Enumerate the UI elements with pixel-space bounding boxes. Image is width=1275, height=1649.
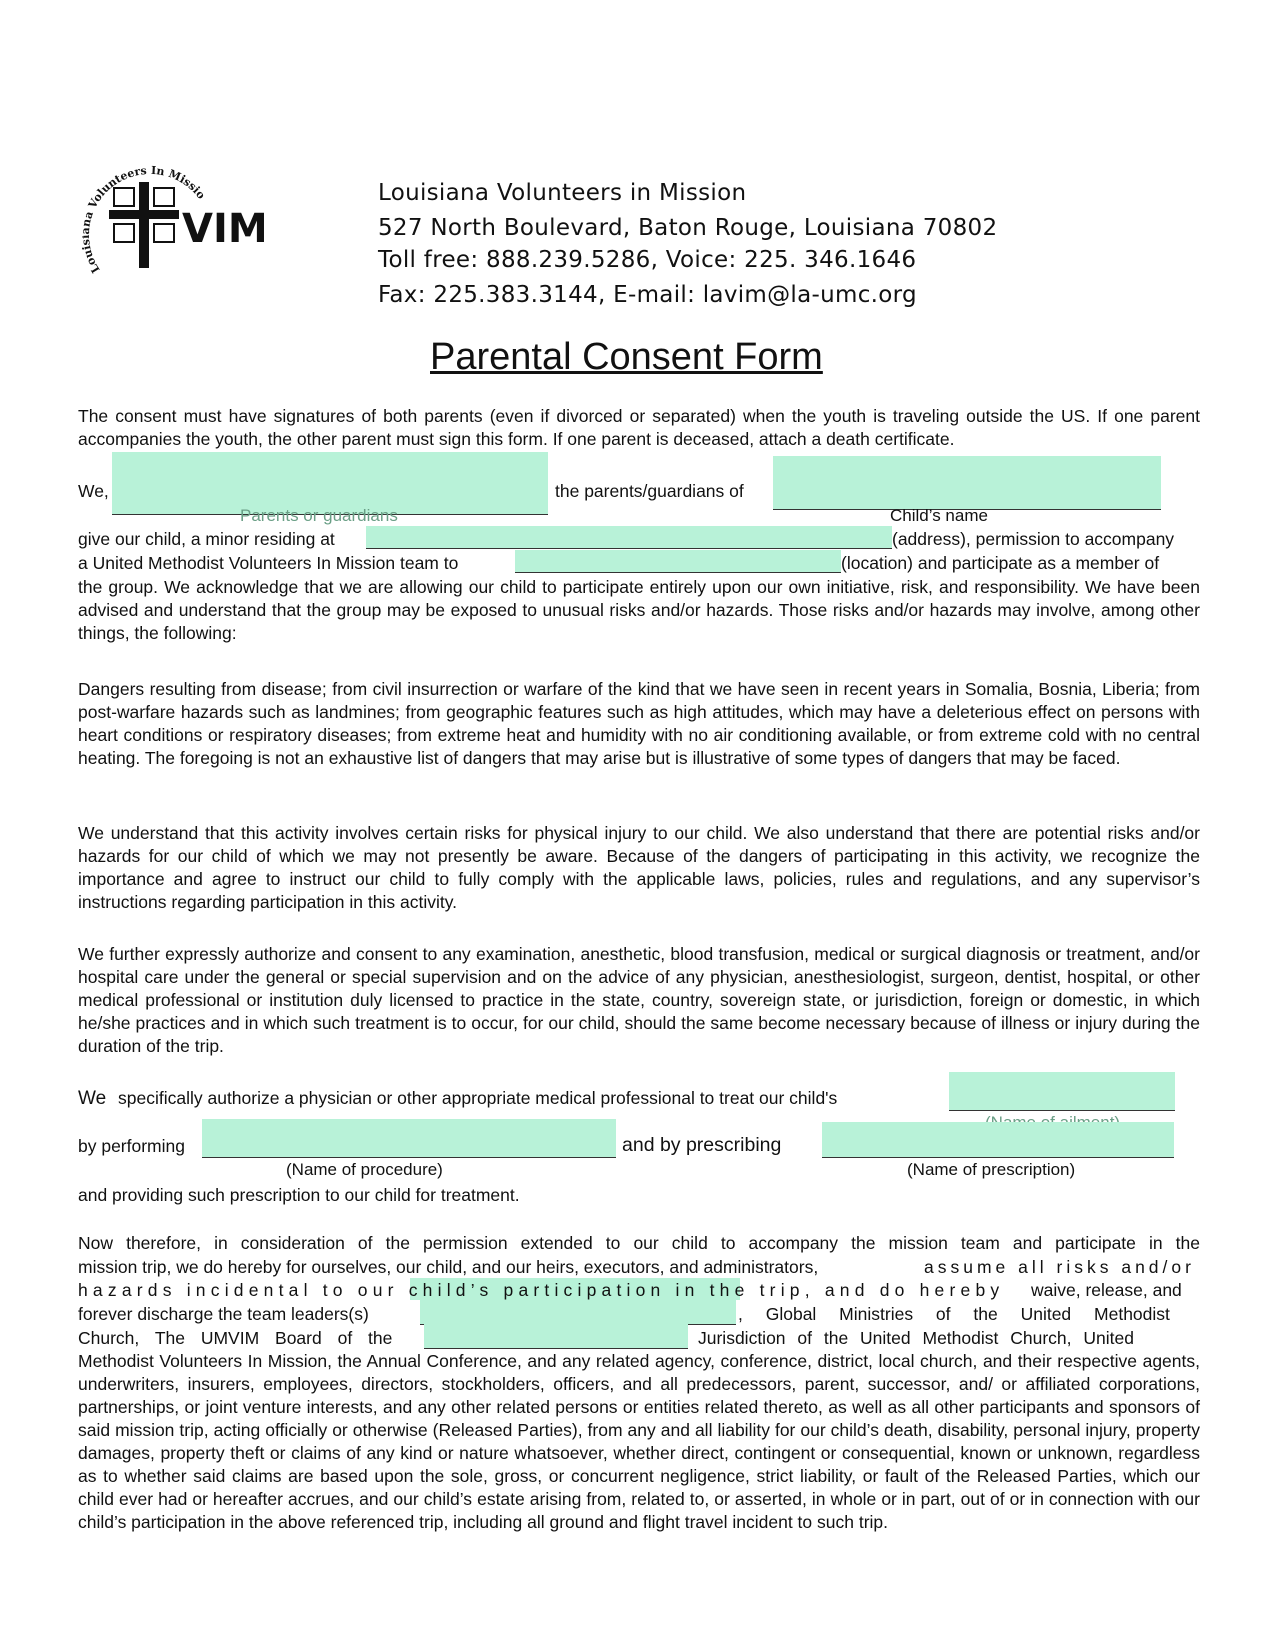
logo-ring-text: Lou a Volunteers In Missio	[82, 163, 208, 276]
team-label: a United Methodist Volunteers In Mission team to	[78, 553, 459, 573]
parents-caption: Parents or guardians	[240, 506, 398, 525]
vim-logo	[82, 160, 272, 280]
release-line-4b: , Global Ministries of the United Methodist	[738, 1304, 1170, 1324]
specific-text: specifically authorize a physician or other appropriate medical professional to treat our child's	[118, 1088, 838, 1108]
by-performing-label: by performing	[78, 1136, 185, 1156]
specific-we: We	[78, 1088, 107, 1109]
ailment-field[interactable]	[949, 1072, 1175, 1111]
team-leaders-field[interactable]	[420, 1300, 736, 1325]
address-suffix: (address), permission to accompany	[892, 529, 1175, 549]
release-line-5a: Church, The UMVIM Board of the	[78, 1328, 393, 1348]
understand-paragraph: We understand that this activity involves certain risks for physical injury to our child. We also understand that there are potential risks and/or hazards for our child of which we may not presently be aware. Because of the dangers of participating in this activity, we recognize the importance and agree to instruct our child to fully comply with the applicable laws, policies, rules and regulations, and any supervisor’s instructions regarding participation in this activity.	[78, 823, 1200, 912]
org-address: 527 North Boulevard, Baton Rouge, Louisiana 70802	[378, 215, 998, 241]
release-line-2a: mission trip, we do hereby for ourselves, our child, and our heirs, executors, and administrators,	[78, 1257, 819, 1277]
parents-of-label: the parents/guardians of	[555, 481, 744, 501]
release-line-2b: assume all risks and/or	[924, 1257, 1195, 1277]
release-line-1: Now therefore, in consideration of the permission extended to our child to accompany the mission team and participate in the	[78, 1233, 1200, 1253]
org-fax-email: Fax: 225.383.3144, E-mail: lavim@la-umc.org	[378, 282, 917, 308]
acknowledge-paragraph: the group. We acknowledge that we are allowing our child to participate entirely upon our own initiative, risk, and responsibility. We have been advised and understand that the group may be exposed to unusual risks and/or hazards. Those risks and/or hazards may involve, among other things, the following:	[78, 577, 1200, 643]
jurisdiction-field[interactable]	[424, 1324, 688, 1349]
address-field[interactable]	[366, 526, 892, 549]
child-caption: Child’s name	[890, 506, 988, 525]
intro-paragraph: The consent must have signatures of both parents (even if divorced or separated) when the youth is traveling outside the US. If one parent accompanies the youth, the other parent must sign this form. If one parent is deceased, attach a death certificate.	[78, 406, 1200, 449]
logo-graphic	[82, 160, 272, 280]
release-line-3a: hazards incidental to our child’s participation in the trip, and do hereby	[78, 1280, 1005, 1300]
release-line-5b: Jurisdiction of the United Methodist Church, United	[698, 1328, 1134, 1348]
procedure-field[interactable]	[202, 1119, 616, 1158]
prescription-field[interactable]	[822, 1122, 1174, 1158]
providing-text: and providing such prescription to our child for treatment.	[78, 1185, 520, 1205]
prescription-caption: (Name of prescription)	[907, 1160, 1076, 1179]
location-suffix: (location) and participate as a member of	[841, 553, 1160, 573]
release-line-3b: waive, release, and	[1031, 1280, 1182, 1300]
org-phones: Toll free: 888.239.5286, Voice: 225. 346.1646	[378, 247, 917, 273]
release-paragraph-rest: Methodist Volunteers In Mission, the Annual Conference, and any related agency, conference, district, local church, and their respective agents, underwriters, insurers, employees, directors, stockholders, officers, and all predecessors, parent, successor, and/ or affiliated corporations, partnerships, or joint venture interests, and any other related persons or entities related thereto, as well as all other participants and sponsors of said mission trip, acting officially or otherwise (Released Parties), from any and all liability for our child’s death, disability, personal injury, property damages, property theft or claims of any kind or nature whatsoever, whether direct, contingent or consequential, known or unknown, regardless as to whether said claims are based upon the sole, gross, or concurrent negligence, strict liability, or fault of the Released Parties, which our child ever had or hereafter accrues, and our child’s estate arising from, related to, or asserted, in whole or in part, out of or in connection with our child’s participation in the above referenced trip, including all ground and flight travel incident to such trip.	[78, 1351, 1200, 1532]
org-name: Louisiana Volunteers in Mission	[378, 180, 747, 206]
by-prescribing-label: and by prescribing	[622, 1134, 782, 1156]
child-name-field[interactable]	[773, 456, 1161, 510]
page-title: Parental Consent Form	[430, 336, 823, 378]
release-line-4a: forever discharge the team leaders(s)	[78, 1304, 369, 1324]
authorize-paragraph: We further expressly authorize and consent to any examination, anesthetic, blood transfusion, medical or surgical diagnosis or treatment, and/or hospital care under the general or special supervision and on the advice of any physician, anesthesiologist, surgeon, dentist, hospital, or other medical professional or institution duly licensed to practice in the state, country, sovereign state, or jurisdiction, foreign or domestic, in which he/she practices and in which such treatment is to occur, for our child, should the same become necessary because of illness or injury during the duration of the trip.	[78, 944, 1200, 1056]
logo-text: VIM	[182, 206, 268, 252]
we-label: We,	[78, 481, 109, 501]
dangers-paragraph: Dangers resulting from disease; from civil insurrection or warfare of the kind that we have seen in recent years in Somalia, Bosnia, Liberia; from post-warfare hazards such as landmines; from geographic features such as high attitudes, which may have a deleterious effect on persons with heart conditions or respiratory diseases; from extreme heat and humidity with no air conditioning available, or from extreme cold with no central heating. The foregoing is not an exhaustive list of dangers that may arise but is illustrative of some types of dangers that may be faced.	[78, 679, 1200, 768]
residing-label: give our child, a minor residing at	[78, 529, 335, 549]
location-field[interactable]	[515, 550, 841, 573]
procedure-caption: (Name of procedure)	[286, 1160, 443, 1179]
